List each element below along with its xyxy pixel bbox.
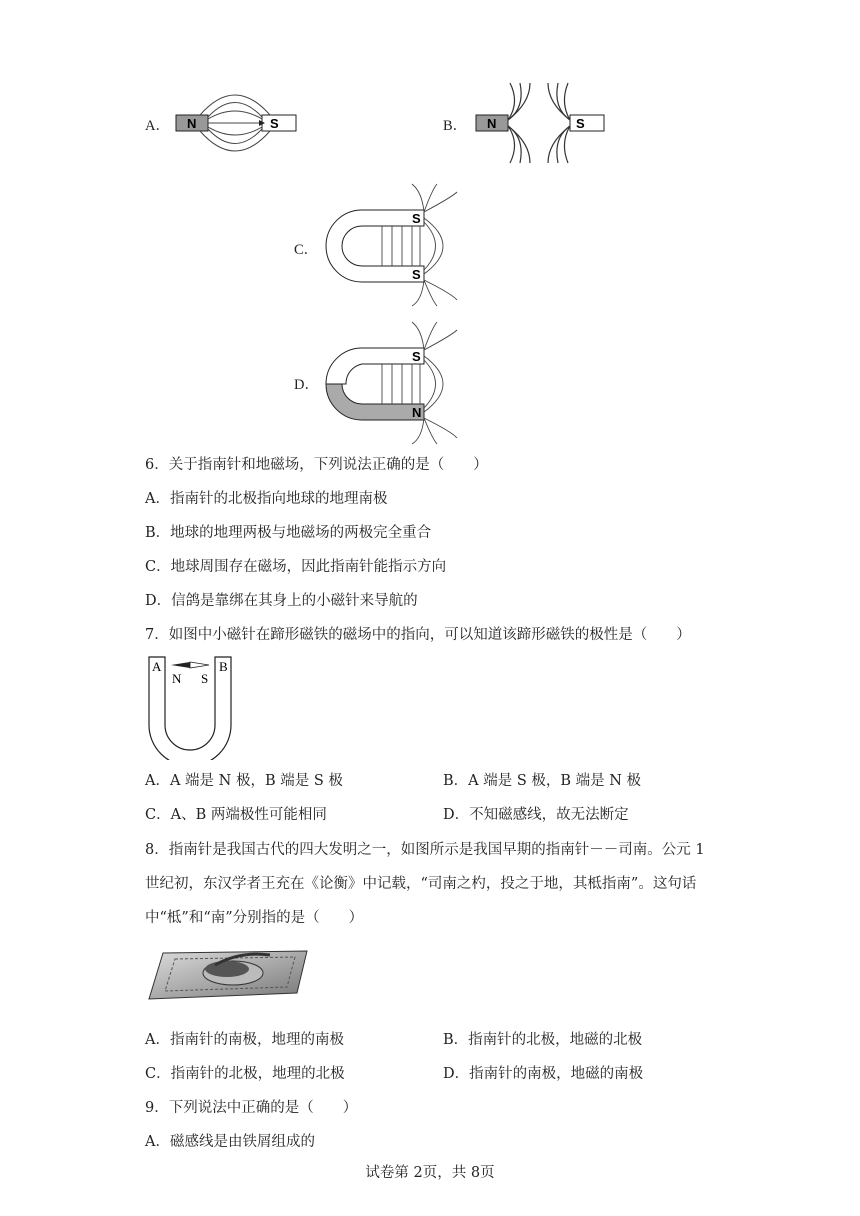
q7-option-a: A．A 端是 N 极，B 端是 S 极: [145, 773, 343, 789]
pole-n-label: N: [487, 116, 497, 131]
q8-stem-line-3: 中“柢”和“南”分别指的是（ ）: [145, 910, 364, 926]
pole-n-label: N: [187, 116, 197, 131]
pole-s-label: S: [412, 211, 421, 226]
q8-stem-line-2: 世纪初，东汉学者王充在《论衡》中记载，“司南之杓，投之于地，其柢指南”。这句话: [145, 876, 697, 892]
q9-option-a: A．磁感线是由铁屑组成的: [145, 1134, 315, 1150]
q8-option-d: D．指南针的南极，地磁的南极: [443, 1066, 644, 1082]
needle-s-label: S: [201, 671, 209, 686]
horseshoe-magnet-figure-c: [312, 182, 472, 307]
q9-stem: 9．下列说法中正确的是（ ）: [145, 1100, 358, 1116]
horseshoe-with-needle-figure: [145, 655, 240, 760]
q6-stem: 6．关于指南针和地磁场，下列说法正确的是（ ）: [145, 457, 488, 473]
q6-option-b: B．地球的地理两极与地磁场的两极完全重合: [145, 525, 432, 541]
page-footer: 试卷第 2页，共 8页: [365, 1165, 495, 1181]
q8-option-a: A．指南针的南极，地理的南极: [145, 1032, 344, 1048]
q6-option-d: D．信鸽是靠绑在其身上的小磁针来导航的: [145, 593, 418, 609]
pole-s-label: S: [412, 349, 421, 364]
option-c-label: C．: [294, 242, 319, 258]
q6-option-c: C．地球周围存在磁场，因此指南针能指示方向: [145, 559, 447, 575]
bar-magnets-figure-a: [170, 83, 310, 163]
pole-s-label: S: [412, 267, 421, 282]
option-d-label: D．: [294, 377, 319, 393]
q7-option-c: C．A、B 两端极性可能相同: [145, 807, 327, 823]
q8-option-c: C．指南针的北极，地理的北极: [145, 1066, 345, 1082]
q8-stem-line-1: 8．指南针是我国古代的四大发明之一，如图所示是我国早期的指南针－－司南。公元 1: [145, 842, 705, 858]
option-a-label: A．: [145, 118, 170, 134]
sinan-compass-image: [145, 945, 310, 1005]
q7-stem: 7．如图中小磁针在蹄形磁铁的磁场中的指向，可以知道该蹄形磁铁的极性是（ ）: [145, 627, 691, 643]
pole-s-label: S: [576, 116, 585, 131]
bar-magnets-figure-b: [470, 78, 610, 168]
q6-option-a: A．指南针的北极指向地球的地理南极: [145, 491, 388, 507]
magnet-end-b-label: B: [219, 659, 228, 674]
pole-s-label: S: [270, 116, 279, 131]
horseshoe-magnet-figure-d: [312, 320, 472, 445]
needle-n-label: N: [172, 671, 182, 686]
pole-n-label: N: [412, 405, 422, 420]
magnet-end-a-label: A: [152, 659, 162, 674]
q8-option-b: B．指南针的北极，地磁的北极: [443, 1032, 643, 1048]
q7-option-d: D．不知磁感线，故无法断定: [443, 807, 629, 823]
q7-option-b: B．A 端是 S 极，B 端是 N 极: [443, 773, 642, 789]
option-b-label: B．: [443, 118, 468, 134]
